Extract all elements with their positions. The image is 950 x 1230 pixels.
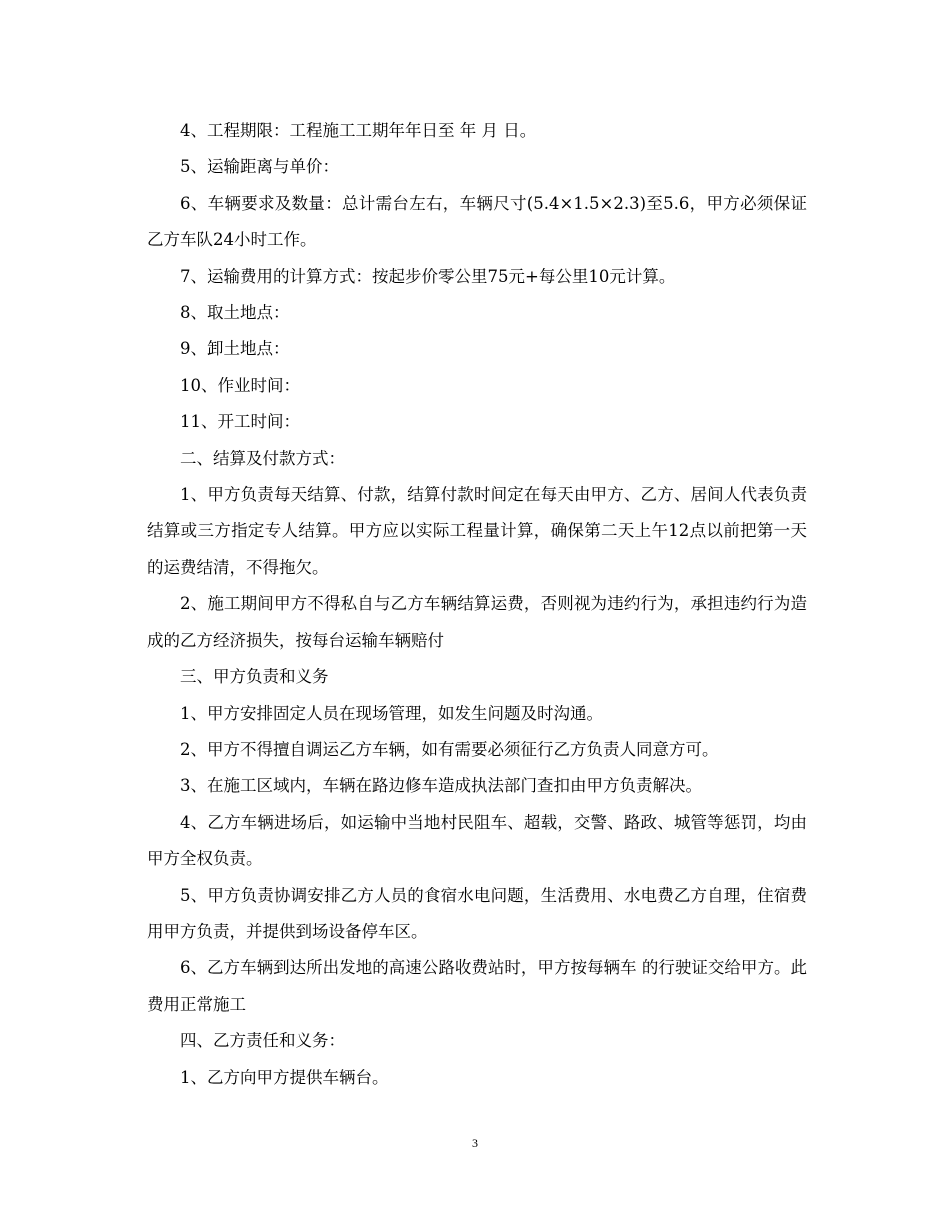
document-body (147, 113, 807, 1096)
paragraph-party-a-6: 6、乙方车辆到达所出发地的高速公路收费站时，甲方按每辆车 的行驶证交给甲方。此费用正常施工 (147, 958, 807, 1014)
paragraph-term-6: 6、车辆要求及数量：总计需台左右，车辆尺寸(5.4×1.5×2.3)至5.6，甲方必须保证乙方车队24小时工作。 (147, 193, 807, 250)
paragraph-party-a-4: 4、乙方车辆进场后，如运输中当地村民阻车、超载，交警、路政、城管等惩罚，均由甲方全权负责。 (147, 812, 807, 869)
paragraph-party-a-2: 2、甲方不得擅自调运乙方车辆，如有需要必须征行乙方负责人同意方可。 (180, 739, 719, 759)
paragraph-term-8: 8、取土地点： (180, 303, 290, 323)
paragraph-settlement-1: 1、甲方负责每天结算、付款，结算付款时间定在每天由甲方、乙方、居间人代表负责结算或三方指定专人结算。甲方应以实际工程量计算，确保第二天上午12点以前把第一天的运费结清，不得拖欠。 (147, 485, 807, 577)
paragraph-term-9: 9、卸土地点： (180, 339, 290, 359)
paragraph-term-7: 7、运输费用的计算方式：按起步价零公里75元+每公里10元计算。 (180, 266, 676, 286)
page-number: 3 (472, 1136, 478, 1150)
section-heading-settlement: 二、结算及付款方式： (180, 448, 345, 468)
paragraph-term-5: 5、运输距离与单价： (180, 157, 339, 177)
paragraph-party-b-1: 1、乙方向甲方提供车辆台。 (180, 1067, 389, 1087)
paragraph-settlement-2: 2、施工期间甲方不得私自与乙方车辆结算运费，否则视为违约行为，承担违约行为造成的乙方经济损失，按每台运输车辆赔付 (147, 594, 807, 650)
paragraph-term-10: 10、作业时间： (180, 375, 300, 395)
section-heading-party-b: 四、乙方责任和义务： (180, 1031, 345, 1051)
paragraph-party-a-5: 5、甲方负责协调安排乙方人员的食宿水电问题，生活费用、水电费乙方自理，住宿费用甲方负责，并提供到场设备停车区。 (147, 885, 807, 941)
paragraph-party-a-3: 3、在施工区域内，车辆在路边修车造成执法部门查扣由甲方负责解决。 (180, 776, 702, 796)
paragraph-party-a-1: 1、甲方安排固定人员在现场管理，如发生问题及时沟通。 (180, 703, 603, 723)
paragraph-term-4: 4、工程期限：工程施工工期年年日至 年 月 日。 (180, 121, 537, 140)
paragraph-term-11: 11、开工时间： (180, 412, 300, 432)
section-heading-party-a: 三、甲方负责和义务 (180, 667, 329, 687)
